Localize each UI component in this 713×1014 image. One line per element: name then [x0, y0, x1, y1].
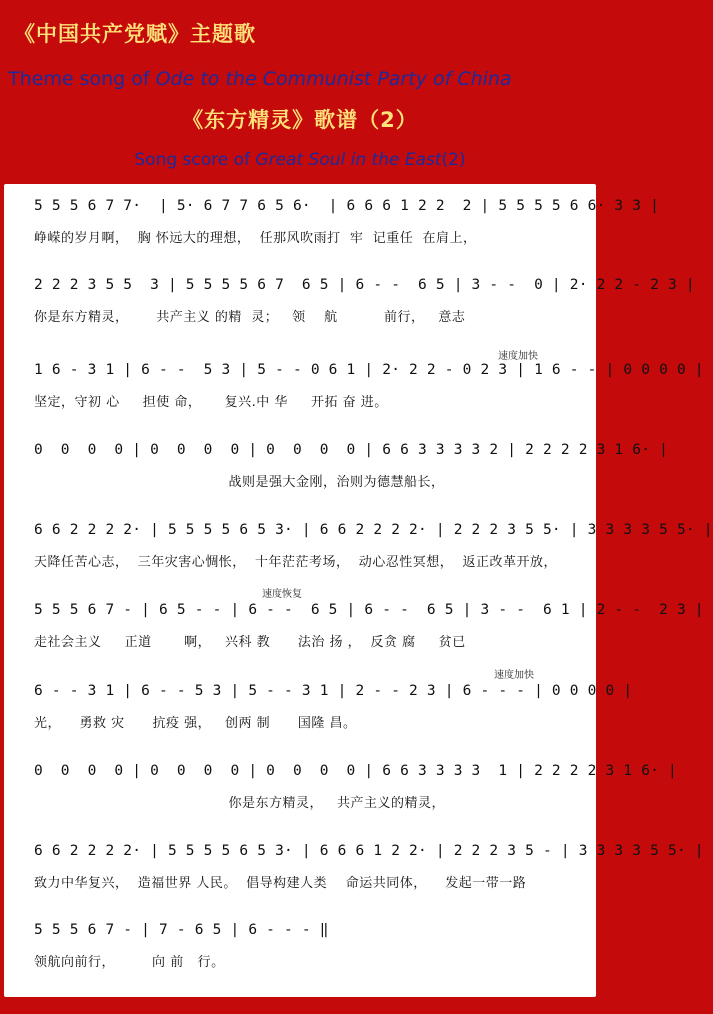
- notation-line: 6 6 2 2 2 2· | 5 5 5 5 6 5 3· | 6 6 2 2 2 2· | 2 2 2 3 5 5· | 3 3 3 3 5 5· |: [34, 522, 713, 538]
- title-english-2-suffix: (2): [441, 150, 466, 170]
- lyrics-line: 致力中华复兴， 造福世界 人民。 倡导构建人类 命运共同体， 发起一带一路: [34, 876, 527, 891]
- lyrics-line: 领航向前行， 向 前 行。: [34, 955, 225, 970]
- notation-line: 1 6 - 3 1 | 6 - - 5 3 | 5 - - 0 6 1 | 2· 2 2 - 0 2 3 | 1 6 - - | 0 0 0 0 |: [34, 362, 704, 378]
- title-english-2-italic: Great Soul in the East: [255, 150, 442, 170]
- lyrics-line: 战则是强大金刚，治则为德慧船长，: [34, 475, 445, 490]
- lyrics-line: 峥嵘的岁月啊， 胸 怀远大的理想， 任那风吹雨打 牢 记重任 在肩上，: [34, 231, 477, 246]
- title-chinese-2: 《东方精灵》歌谱（2）: [182, 108, 418, 132]
- notation-line: 0 0 0 0 | 0 0 0 0 | 0 0 0 0 | 6 6 3 3 3 3 1 | 2 2 2 2 3 1 6· |: [34, 763, 677, 779]
- tempo-mark: 速度恢复: [262, 589, 302, 600]
- notation-line: 5 5 5 6 7 - | 7 - 6 5 | 6 - - - ‖: [34, 922, 329, 938]
- notation-line: 5 5 5 6 7 - | 6 5 - - | 6 - - 6 5 | 6 - - 6 5 | 3 - - 6 1 | 2 - - 2 3 |: [34, 602, 704, 618]
- title-english-2: [0, 150, 600, 170]
- notation-line: 5 5 5 6 7 7· | 5· 6 7 7 6 5 6· | 6 6 6 1 2 2 2 | 5 5 5 5 6 6· 3 3 |: [34, 198, 660, 214]
- lyrics-line: 你是东方精灵， 共产主义的精灵，: [34, 796, 445, 811]
- lyrics-line: 光， 勇救 灾 抗疫 强， 创两 制 国隆 昌。: [34, 716, 357, 731]
- notation-line: 2 2 2 3 5 5 3 | 5 5 5 5 6 7 6 5 | 6 - - 6 5 | 3 - - 0 | 2· 2 2 - 2 3 |: [34, 277, 695, 293]
- title-english-1-prefix: Theme song of: [8, 68, 156, 90]
- title-english-1-italic: Ode to the Communist Party of China: [155, 68, 512, 90]
- notation-line: 6 - - 3 1 | 6 - - 5 3 | 5 - - 3 1 | 2 - - 2 3 | 6 - - - | 0 0 0 0 |: [34, 683, 633, 699]
- lyrics-line: 天降任苦心志， 三年灾害心惆怅， 十年茫茫考场， 动心忍性冥想， 返正改革开放，: [34, 555, 558, 570]
- notation-line: 0 0 0 0 | 0 0 0 0 | 0 0 0 0 | 6 6 3 3 3 3 2 | 2 2 2 2 3 1 6· |: [34, 442, 669, 458]
- score-sheet: [4, 184, 713, 997]
- tempo-mark: 速度加快: [494, 670, 534, 681]
- title-english-2-prefix: Song score of: [134, 150, 256, 170]
- lyrics-line: 坚定，守初 心 担使 命， 复兴.中 华 开拓 奋 进。: [34, 395, 388, 410]
- tempo-mark: 速度加快: [498, 351, 538, 362]
- title-chinese-1: 《中国共产党赋》主题歌: [14, 22, 256, 46]
- notation-line: 6 6 2 2 2 2· | 5 5 5 5 6 5 3· | 6 6 6 1 2 2· | 2 2 2 3 5 - | 3 3 3 3 5 5· |: [34, 843, 704, 859]
- lyrics-line: 走社会主义 正道 啊， 兴科 教 法治 扬 ， 反贪 腐 贫已: [34, 635, 466, 650]
- lyrics-line: 你是东方精灵， 共产主义 的精 灵； 领 航 前行， 意志: [34, 310, 466, 325]
- title-english-1: [8, 68, 608, 90]
